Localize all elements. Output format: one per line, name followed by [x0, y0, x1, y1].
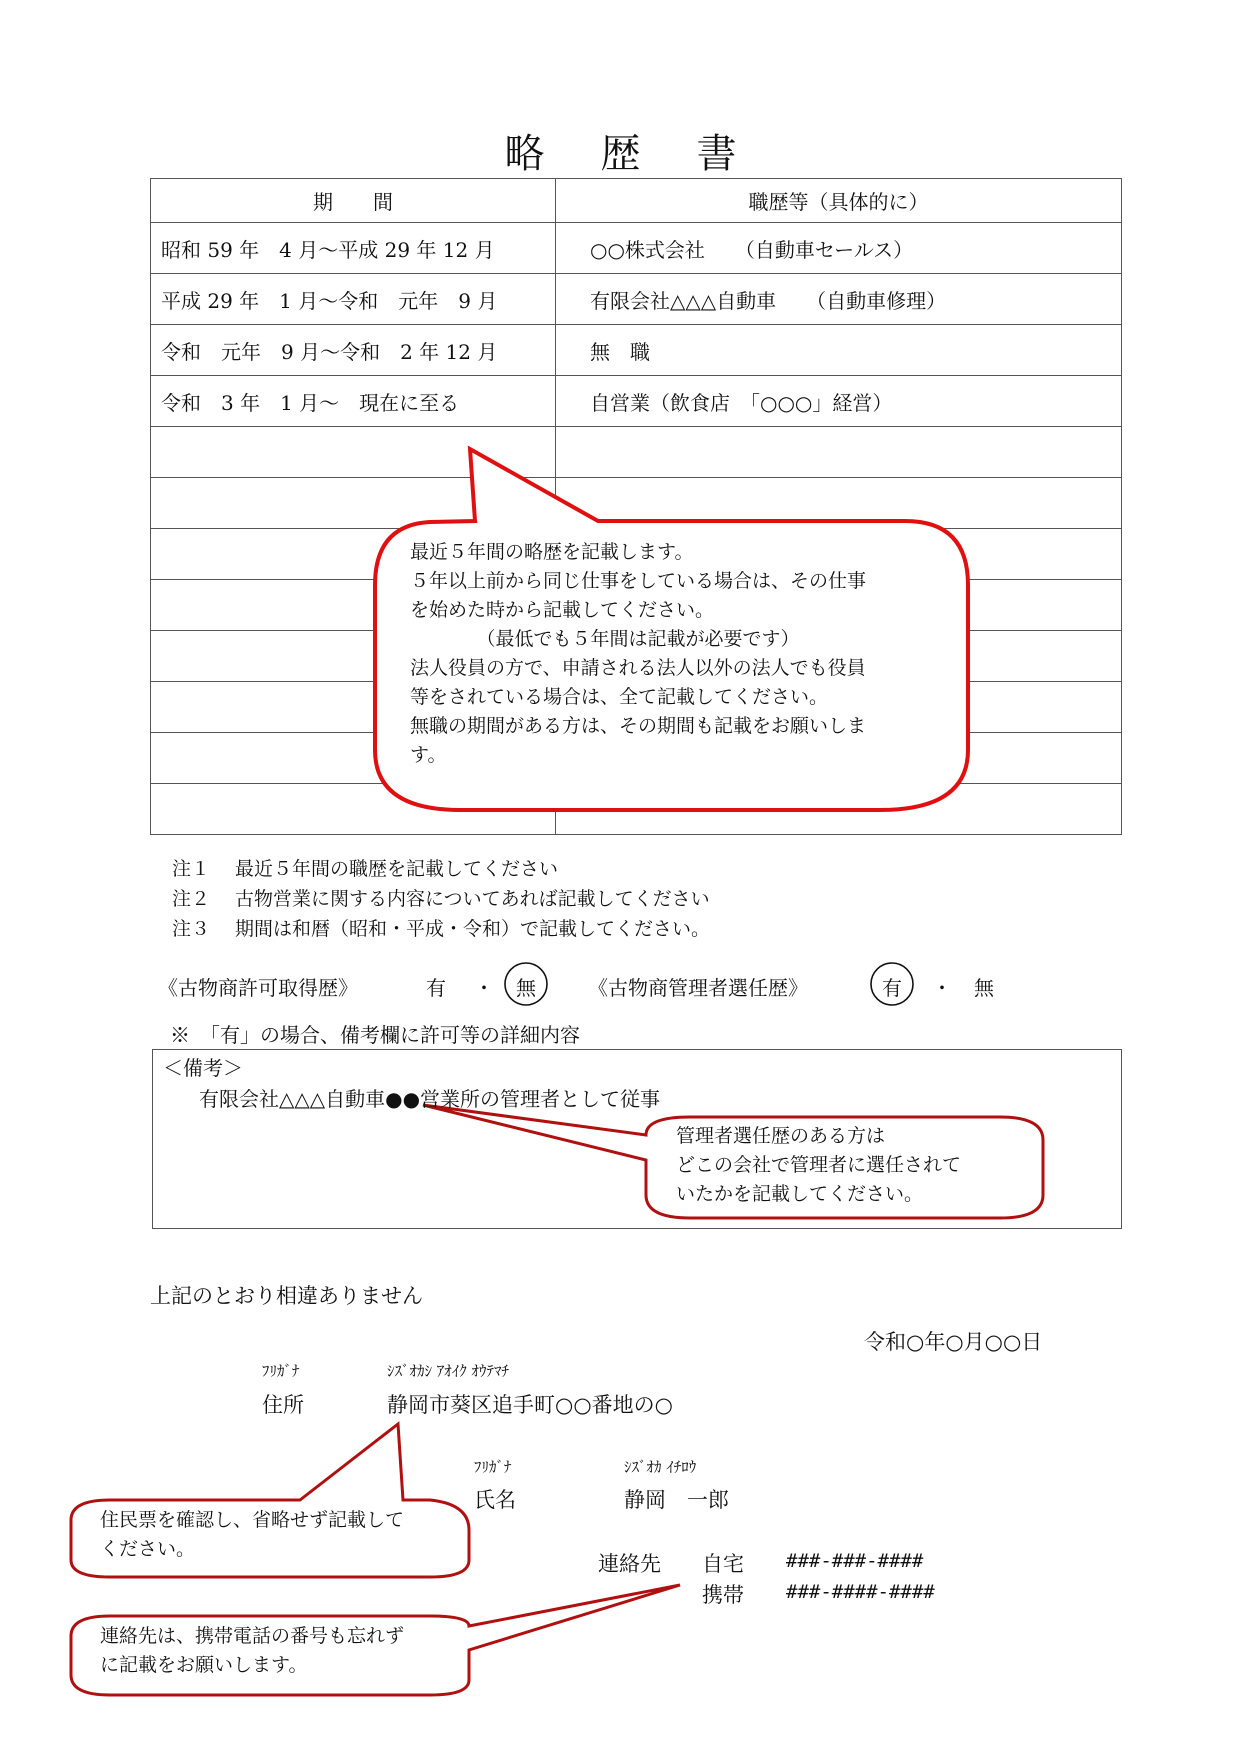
mobile-phone-value[interactable]: ###-####-#### [786, 1581, 935, 1603]
period-cell[interactable]: 令和 3 年 1 月～ 現在に至る [151, 376, 556, 427]
career-cell[interactable]: 有限会社△△△自動車 （自動車修理） [556, 274, 1122, 325]
address-value[interactable]: 静岡市葵区追手町○○番地の○ [387, 1393, 673, 1417]
callout-line: ５年以上前から同じ仕事をしている場合は、その仕事 [410, 570, 867, 592]
callout-line: に記載をお願いします。 [100, 1654, 308, 1676]
title-char: 略 [504, 131, 545, 177]
callout-address [100, 1506, 404, 1564]
manager-no-option[interactable]: 無 [974, 976, 994, 1000]
callout-line: いたかを記載してください。 [676, 1183, 924, 1205]
name-value[interactable]: 静岡 一郎 [624, 1488, 729, 1512]
callout-line: ください。 [100, 1538, 196, 1560]
career-cell[interactable]: ○○株式会社 （自動車セールス） [556, 223, 1122, 274]
note-2: 注２ 古物営業に関する内容についてあれば記載してください [172, 888, 710, 910]
manager-history-label: 《古物商管理者選任歴》 [588, 976, 808, 1000]
period-cell[interactable]: 昭和 59 年 4 月～平成 29 年 12 月 [151, 223, 556, 274]
permit-footnote: ※ 「有」の場合、備考欄に許可等の詳細内容 [170, 1023, 580, 1047]
address-furigana-label: ﾌﾘｶﾞﾅ [262, 1362, 300, 1380]
home-phone-value[interactable]: ###-###-#### [786, 1550, 924, 1572]
callout-line: す。 [410, 744, 447, 766]
callout-line: 等をされている場合は、全て記載してください。 [410, 686, 829, 708]
note-1: 注１ 最近５年間の職歴を記載してください [172, 858, 559, 880]
callout-history [410, 538, 866, 770]
manager-separator: ・ [932, 976, 952, 1000]
remarks-label: ＜備考＞ [163, 1056, 243, 1080]
header-period: 期 間 [151, 179, 556, 223]
remarks-content: 有限会社△△△自動車●●営業所の管理者として従事 [199, 1087, 661, 1111]
period-cell[interactable]: 令和 元年 9 月～令和 2 年 12 月 [151, 325, 556, 376]
period-cell[interactable]: 平成 29 年 1 月～令和 元年 9 月 [151, 274, 556, 325]
manager-yes-option[interactable]: 有 [882, 976, 902, 1000]
name-label: 氏名 [474, 1488, 516, 1512]
license-history-label: 《古物商許可取得歴》 [158, 976, 358, 1000]
note-3: 注３ 期間は和暦（昭和・平成・令和）で記載してください。 [172, 918, 711, 940]
callout-line: 住民票を確認し、省略せず記載して [100, 1509, 405, 1531]
career-cell[interactable]: 無 職 [556, 325, 1122, 376]
header-career: 職歴等（具体的に） [556, 179, 1122, 223]
callout-line: 法人役員の方で、申請される法人以外の法人でも役員 [410, 657, 866, 679]
address-label: 住所 [262, 1393, 304, 1417]
callout-line: を始めた時から記載してください。 [410, 599, 715, 621]
license-separator: ・ [474, 976, 494, 1000]
title-char: 歴 [600, 131, 641, 177]
callout-line: 無職の期間がある方は、その期間も記載をお願いしま [410, 715, 867, 737]
callout-line: 管理者選任歴のある方は [676, 1125, 886, 1147]
home-phone-label: 自宅 [702, 1552, 744, 1576]
remarks-box[interactable] [152, 1049, 1122, 1229]
declaration-text: 上記のとおり相違ありません [150, 1284, 423, 1308]
license-yes-option[interactable]: 有 [426, 976, 446, 1000]
name-furigana[interactable]: ｼｽﾞｵｶ ｲﾁﾛｳ [624, 1458, 697, 1476]
mobile-phone-label: 携帯 [702, 1583, 744, 1607]
callout-contact [100, 1622, 404, 1680]
title-char: 書 [696, 131, 737, 177]
callout-line: （最低でも５年間は記載が必要です） [410, 628, 800, 650]
address-furigana[interactable]: ｼｽﾞｵｶｼ ｱｵｲｸ ｵｳﾃﾏﾁ [387, 1362, 510, 1380]
contact-label: 連絡先 [598, 1552, 661, 1576]
license-no-option[interactable]: 無 [516, 976, 536, 1000]
career-cell[interactable]: 自営業（飲食店 「○○○」経営） [556, 376, 1122, 427]
callout-manager [676, 1122, 961, 1209]
callout-line: 連絡先は、携帯電話の番号も忘れず [100, 1625, 405, 1647]
name-furigana-label: ﾌﾘｶﾞﾅ [474, 1458, 512, 1476]
callout-line: どこの会社で管理者に選任されて [676, 1154, 962, 1176]
callout-line: 最近５年間の略歴を記載します。 [410, 541, 694, 563]
date-text[interactable]: 令和○年○月○○日 [864, 1330, 1043, 1354]
